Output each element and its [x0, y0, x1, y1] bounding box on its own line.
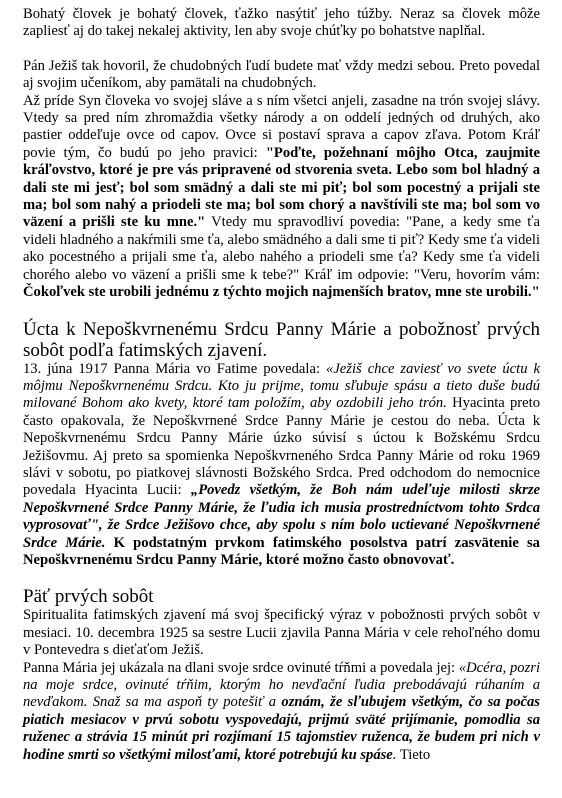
last-judgment-paragraph	[23, 93, 540, 302]
promise-quote: oznám, že sľubujem všetkým, čo sa počas piatich mesiacov v prvú sobotu vyspovedajú, prijmú sväté prijímanie, pomodlia sa ruženec a strávia 15 minút pri rozjímaní 15 tajomstiev ruženca, že budem pri nich v hodine smrti so všetkými milosťami, ktoré potrebujú ku spáse	[23, 694, 540, 763]
judgment-text-1: Až príde Syn človeka vo svojej sláve a s ním všetci anjeli, zasadne na trón svojej slávy. Vtedy sa pred ním zhromaždia všetky národy a on oddelí jedných od druhých, ako pastier oddeľuje ovce od capov. Ovce si postaví sprava a capov zľava. Potom Kráľ povie tým, čo budú po jeho pravici:	[23, 92, 540, 161]
apparition-paragraph	[23, 660, 540, 764]
spirituality-paragraph: Spiritualita fatimských zjavení má svoj špecifický výraz v pobožnosti prvých sobôt v mesiaci. 10. decembra 1925 sa sestre Lucii zjavila Panna Mária v cele rehoľného domu v Pontevedra s dieťaťom Ježiš.	[23, 607, 540, 659]
fatima-paragraph	[23, 361, 540, 570]
judgment-bold-quote-1: "Poďte, požehnaní môjho Otca, zaujmite kráľovstvo, ktoré je pre vás pripravené od stvorenia sveta. Lebo som bol hladný a dali ste mi jesť; bol som smädný a dali ste mi piť; bol som pocestný a prijali ste ma; bol som nahý a priodeli ste ma; bol som chorý a navštívili ste ma; bol som vo väzení a prišli ste ku mne."	[23, 144, 540, 231]
hyacinta-quote: „Povedz všetkým, že Boh nám udeľuje milosti skrze Nepoškvrnené Srdce Panny Márie, že ľudia ich musia prostredníctvom tohto Srdca vyprosovať", že Srdce Ježišovo chce, aby spolu s ním bolo uctievané Nepoškvrnené Srdce Márie.	[23, 482, 540, 551]
promise-end: .	[392, 746, 397, 763]
heading-five-saturdays: Päť prvých sobôt	[23, 586, 154, 608]
section-spacer	[23, 569, 540, 586]
heading-immaculate-heart: Úcta k Nepoškvrnenému Srdcu Panny Márie a pobožnosť prvých sobôt podľa fatimských zjavení.	[23, 318, 540, 361]
apparition-text-1: Panna Mária jej ukázala na dlani svoje srdce ovinuté tŕňmi a povedala jej:	[23, 659, 459, 676]
apparition-italic-quote: «Dcéra, pozri na moje srdce, ovinuté tŕňim, ktorým ho nevďační ľudia prebodávajú rúhaním a nevďakom. Snaž sa ma aspoň ty potešiť a	[23, 659, 540, 711]
fatima-italic-quote: «Ježiš chce zaviesť vo svete úctu k môjmu Nepoškvrnenému Srdcu. Kto ju prijme, tomu sľubuje spásu a tieto duše budú milované Bohom ako kvety, ktoré tam položím, aby ozdobili jeho trón.	[23, 360, 540, 412]
fatima-text-2: Hyacinta preto často opakovala, že Nepoškvrnené Srdce Panny Márie je cestou do neba. Úcta k Nepoškvrnenému Srdcu Panny Márie úzko súvisí s úctou k Božskému Srdcu Ježišovmu. Aj preto sa spomienka Nepoškvrneného Srdca Panny Márie od roku 1969 slávi v sobotu, po piatkovej slávnosti Božského Srdca. Pred odchodom do nemocnice povedala Hyacinta Lucii:	[23, 395, 540, 499]
section-spacer	[23, 302, 540, 319]
poor-paragraph: Pán Ježiš tak hovoril, že chudobných ľudí budete mať vždy medzi sebou. Preto povedal aj svojim učeníkom, aby pamätali na chudobných.	[23, 57, 540, 92]
judgment-bold-quote-2: Čokoľvek ste urobili jednému z týchto mojich najmenších bratov, mne ste urobili."	[23, 284, 540, 301]
consecration-text: K podstatným prvkom fatimského posolstva patrí zasvätenie sa Nepoškvrnenému Srdcu Panny Márie, ktoré možno často obnovovať.	[23, 534, 540, 568]
intro-paragraph: Bohatý človek je bohatý človek, ťažko nasýtiť jeho túžby. Neraz sa človek môže zapliesť aj do takej nekalej aktivity, len aby svoje chúťky po bohatstve naplňal.	[23, 6, 540, 40]
judgment-text-2: Vtedy mu spravodliví povedia: "Pane, a kedy sme ťa videli hladného a nakŕmili sme ťa, alebo smädného a dali sme ti piť? Kedy sme ťa videli ako pocestného a prijali sme ťa, alebo nahého a priodeli sme ťa? Kedy sme ťa videli chorého alebo vo väzení a prišli sme k tebe?" Kráľ im odpovie: "Veru, hovorím vám:	[23, 214, 540, 283]
paragraph-spacer	[23, 41, 540, 58]
fatima-text-1: 13. júna 1917 Panna Mária vo Fatime povedala:	[23, 360, 327, 377]
apparition-text-2: Tieto	[396, 746, 431, 763]
